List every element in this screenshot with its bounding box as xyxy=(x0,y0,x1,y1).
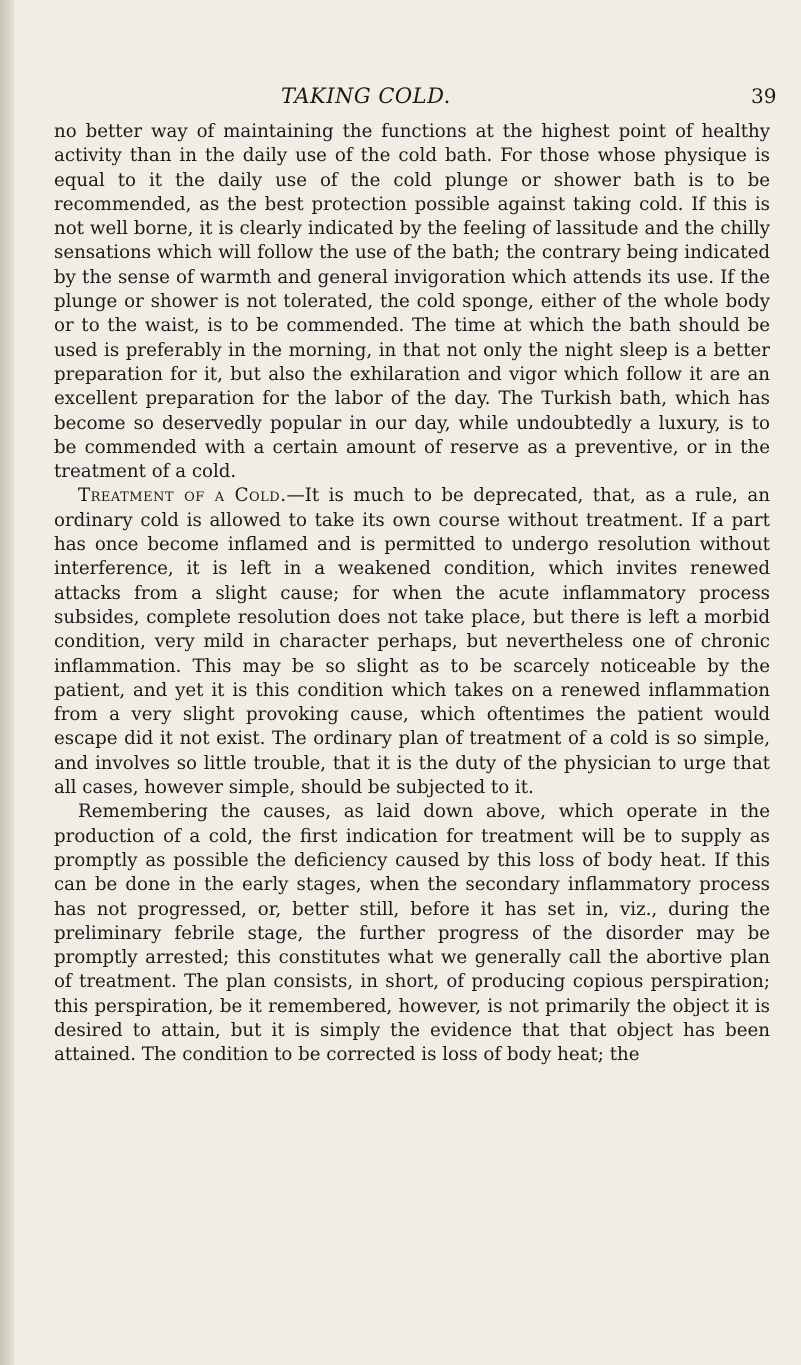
body-text xyxy=(54,120,770,1068)
paragraph-cold-bath xyxy=(54,120,770,484)
page-number: 39 xyxy=(751,84,777,108)
page-edge-shadow xyxy=(0,0,14,1365)
paragraph-text: —It is much to be deprecated, that, as a rule, an ordinary cold is allowed to take its own course without treatment. If a part has once become inflamed and is permitted to undergo resolution without interference, it is left in a weakened condition, which invites renewed attacks from a slight cause; for when the acute inflammatory process subsides, complete resolution does not take place, but there is left a morbid condition, very mild in character perhaps, but nevertheless one of chronic inflammation. This may be so slight as to be scarcely noticeable by the patient, and yet it is this condition which takes on a renewed inflammation from a very slight provoking cause, which oftentimes the patient would escape did it not exist. The ordinary plan of treatment of a cold is so simple, and involves so little trouble, that it is the duty of the physician to urge that all cases, however simple, should be subjected to it. xyxy=(54,485,770,799)
paragraph-causes xyxy=(54,800,770,1067)
paragraph-text: no better way of maintaining the functions at the highest point of healthy activity than in the daily use of the cold bath. For those whose physique is equal to it the daily use of the cold plunge or shower bath is to be recommended, as the best protection possible against taking cold. If this is not well borne, it is clearly indicated by the feeling of lassitude and the chilly sensations which will follow the use of the bath; the contrary being indicated by the sense of warmth and general invigoration which attends its use. If the plunge or shower is not tolerated, the cold sponge, either of the whole body or to the waist, is to be commended. The time at which the bath should be used is preferably in the morning, in that not only the night sleep is a better preparation for it, but also the exhilaration and vigor which follow it are an excellent preparation for the labor of the day. The Turkish bath, which has become so deservedly popular in our day, while undoubtedly a luxury, is to be commended with a certain amount of reserve as a preventive, or in the treatment of a cold. xyxy=(54,121,770,483)
page-header xyxy=(0,84,801,112)
paragraph-text: Remembering the causes, as laid down above, which operate in the production of a cold, the first indication for treatment will be to supply as promptly as possible the deficiency caused by this loss of body heat. If this can be done in the early stages, when the secondary inflammatory process has not progressed, or, better still, before it has set in, viz., during the preliminary febrile stage, the further progress of the disorder may be promptly arrested; this constitutes what we generally call the abortive plan of treatment. The plan consists, in short, of producing copious perspiration; this perspiration, be it remembered, however, is not primarily the object it is desired to attain, but it is simply the evidence that that object has been attained. The condition to be corrected is loss of body heat; the xyxy=(54,801,770,1066)
running-head: TAKING COLD. xyxy=(281,84,451,108)
paragraph-treatment-of-a-cold xyxy=(54,484,770,800)
section-heading-treatment-of-a-cold: Treatment of a Cold. xyxy=(78,485,287,507)
